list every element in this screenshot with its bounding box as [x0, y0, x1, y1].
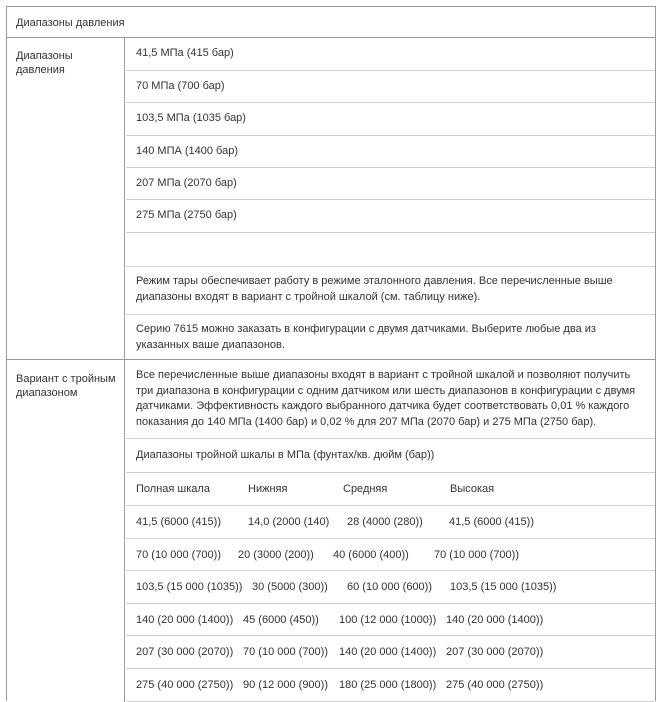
column-header-mid: Средняя	[343, 483, 388, 495]
tare-note-row	[126, 267, 655, 315]
cell-high: 70 (10 000 (700))	[434, 549, 519, 561]
series-note: Серию 7615 можно заказать в конфигурации с двумя датчиками. Выберите любые два из указанных ваше диапазонов.	[136, 323, 596, 351]
spec-table	[6, 6, 656, 701]
cell-full: 41,5 (6000 (415))	[136, 516, 221, 528]
table-title: Диапазоны давления	[16, 17, 125, 29]
range-row	[126, 136, 655, 168]
range-row	[126, 38, 655, 71]
subtable-title: Диапазоны тройной шкалы в МПа (фунтах/кв. дюйм (бар))	[136, 448, 435, 461]
range-value: 140 МПА (1400 бар)	[136, 144, 239, 157]
range-row	[126, 71, 655, 103]
cell-low: 20 (3000 (200))	[238, 549, 314, 561]
cell-mid: 28 (4000 (280))	[347, 516, 423, 528]
triple-range-description-row	[126, 360, 655, 439]
table-row	[126, 669, 655, 702]
range-value: 207 МПа (2070 бар)	[136, 176, 237, 189]
cell-high: 207 (30 000 (2070))	[446, 646, 544, 658]
cell-high: 103,5 (15 000 (1035))	[450, 581, 557, 593]
cell-low: 45 (6000 (450))	[243, 614, 319, 626]
cell-high: 140 (20 000 (1400))	[446, 614, 544, 626]
cell-low: 30 (5000 (300))	[252, 581, 328, 593]
cell-mid: 140 (20 000 (1400))	[339, 646, 437, 658]
table-row	[126, 604, 655, 636]
subtable-header-row	[126, 473, 655, 506]
column-header-full: Полная шкала	[136, 483, 210, 495]
cell-full: 103,5 (15 000 (1035))	[136, 581, 243, 593]
range-row-empty	[126, 233, 655, 267]
range-row	[126, 103, 655, 136]
range-value: 103,5 МПа (1035 бар)	[136, 112, 246, 125]
cell-full: 275 (40 000 (2750))	[136, 679, 234, 691]
series-note-row	[126, 315, 655, 359]
range-value: 275 МПа (2750 бар)	[136, 209, 237, 222]
table-row	[126, 571, 655, 604]
table-row	[126, 636, 655, 669]
cell-full: 140 (20 000 (1400))	[136, 614, 234, 626]
section-label-text: Диапазоны давления	[16, 50, 73, 76]
table-row	[126, 539, 655, 571]
cell-full: 207 (30 000 (2070))	[136, 646, 234, 658]
column-header-high: Высокая	[450, 483, 495, 495]
section-label-triple-range	[7, 360, 125, 702]
section-label-text: Вариант с тройным диапазоном	[16, 373, 116, 399]
table-header	[7, 7, 655, 38]
range-row	[126, 168, 655, 200]
range-value: 41,5 МПа (415 бар)	[136, 47, 234, 60]
cell-mid: 40 (6000 (400))	[333, 549, 409, 561]
table-row	[126, 506, 655, 539]
range-value: 70 МПа (700 бар)	[136, 79, 225, 92]
cell-low: 90 (12 000 (900))	[243, 679, 328, 691]
cell-high: 41,5 (6000 (415))	[449, 516, 534, 528]
cell-mid: 180 (25 000 (1800))	[339, 679, 437, 691]
cell-low: 14,0 (2000 (140)	[248, 516, 330, 528]
cell-low: 70 (10 000 (700))	[243, 646, 328, 658]
triple-range-description: Все перечисленные выше диапазоны входят в вариант с тройной шкалой и позволяют получить три диапазона в конфигурации с одним датчиком или шесть диапазонов в конфигурации с двумя датчиками. Эффективность каждого выбранного датчика будет соответствовать 0,01 % каждого показания до 140 МПа (1400 бар) и 0,02 % для 207 МПа (2070 бар) и 275 МПа (2750 бар).	[136, 369, 636, 428]
section-label-pressure-ranges	[7, 38, 125, 359]
column-header-low: Нижняя	[248, 483, 288, 495]
cell-mid: 60 (10 000 (600))	[347, 581, 432, 593]
subtable-title-row	[126, 439, 655, 473]
cell-high: 275 (40 000 (2750))	[446, 679, 544, 691]
cell-mid: 100 (12 000 (1000))	[339, 614, 437, 626]
tare-note: Режим тары обеспечивает работу в режиме эталонного давления. Все перечисленные выше диапазоны входят в вариант с тройной шкалой (см. таблицу ниже).	[136, 275, 613, 303]
cell-full: 70 (10 000 (700))	[136, 549, 221, 561]
range-row	[126, 200, 655, 233]
